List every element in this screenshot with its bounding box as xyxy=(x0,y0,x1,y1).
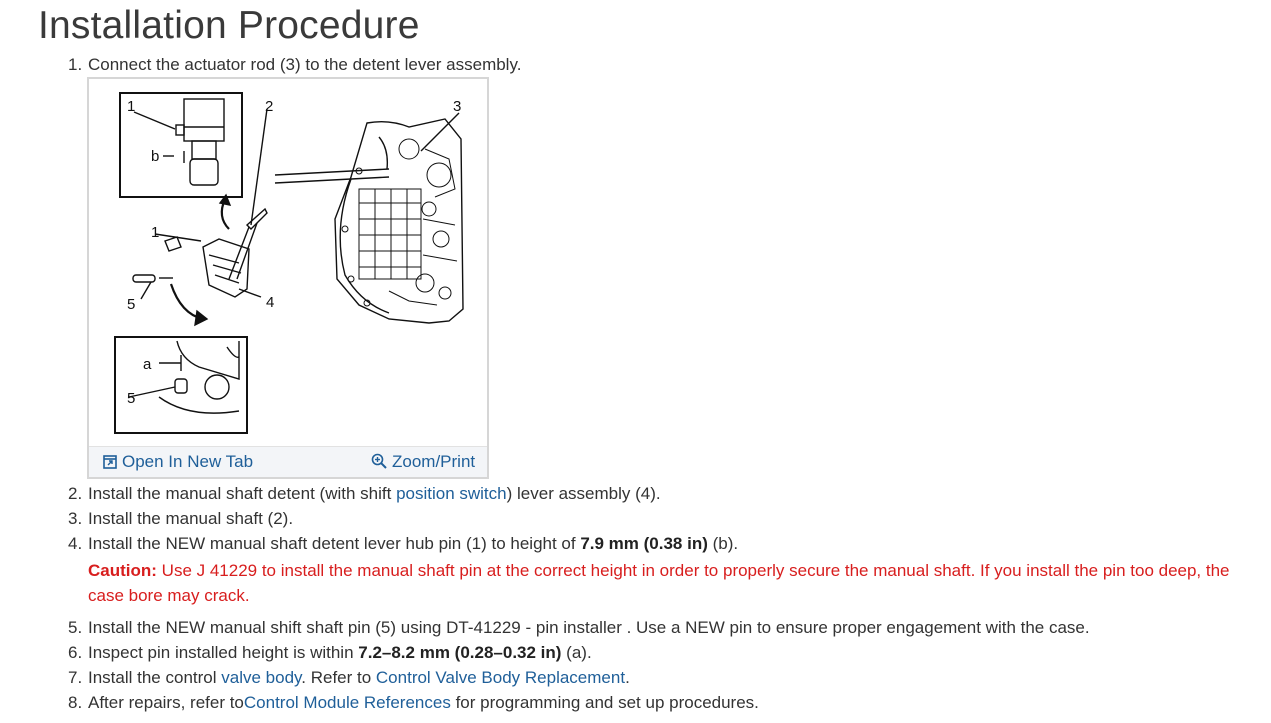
figure-toolbar xyxy=(89,446,487,477)
caution-text: Use J 41229 to install the manual shaft pin at the correct height in order to properly secure the manual shaft. If you install the pin too deep, the case bore may crack. xyxy=(88,561,1230,605)
step-text: Install the manual shaft (2). xyxy=(88,509,294,528)
step-4 xyxy=(68,533,738,555)
step-text: Install the NEW manual shaft detent lever hub pin (1) to height of xyxy=(88,534,581,553)
transmission-diagram xyxy=(89,79,487,447)
step-7 xyxy=(68,667,630,689)
position-switch-link[interactable]: position switch xyxy=(396,484,507,503)
spec-value: 7.9 mm (0.38 in) xyxy=(580,534,708,553)
step-text: After repairs, refer to xyxy=(88,693,244,712)
step-text: (b). xyxy=(707,534,739,553)
callout-b: b xyxy=(151,148,160,165)
step-text: ) lever assembly (4). xyxy=(506,484,661,503)
page-title: Installation Procedure xyxy=(38,4,420,47)
control-valve-body-replacement-link[interactable]: Control Valve Body Replacement xyxy=(375,668,626,687)
spec-value: 7.2–8.2 mm (0.28–0.32 in) xyxy=(358,643,562,662)
step-number: 5. xyxy=(68,618,83,637)
callout-4: 4 xyxy=(266,294,275,311)
step-number: 7. xyxy=(68,668,83,687)
zoom-print-label: Zoom/Print xyxy=(392,452,476,471)
step-text: . Refer to xyxy=(301,668,376,687)
step-number: 6. xyxy=(68,643,83,662)
step-text: for programming and set up procedures. xyxy=(450,693,759,712)
callout-1-top: 1 xyxy=(127,98,136,115)
step-8 xyxy=(68,692,759,714)
step-1 xyxy=(68,54,521,76)
illustration-figure xyxy=(87,77,489,479)
zoom-icon xyxy=(371,453,387,469)
step-number: 1. xyxy=(68,55,83,74)
step-2 xyxy=(68,483,661,505)
step-number: 3. xyxy=(68,509,83,528)
step-text: . xyxy=(625,668,630,687)
step-number: 2. xyxy=(68,484,83,503)
control-module-references-link[interactable]: Control Module References xyxy=(243,693,451,712)
step-number: 4. xyxy=(68,534,83,553)
step-text: Install the control xyxy=(88,668,222,687)
callout-5-bottom: 5 xyxy=(127,390,136,407)
valve-body-link[interactable]: valve body xyxy=(221,668,302,687)
step-6 xyxy=(68,642,592,664)
callout-2: 2 xyxy=(265,98,274,115)
caution-note xyxy=(88,558,1253,608)
open-in-new-tab-label: Open In New Tab xyxy=(122,452,254,471)
zoom-print-link[interactable] xyxy=(371,452,475,472)
step-3 xyxy=(68,508,293,530)
step-text: Install the manual shaft detent (with shift xyxy=(88,484,397,503)
callout-a: a xyxy=(143,356,152,373)
step-number: 8. xyxy=(68,693,83,712)
step-text: Inspect pin installed height is within xyxy=(88,643,359,662)
callout-5-mid: 5 xyxy=(127,296,136,313)
step-text: (a). xyxy=(561,643,592,662)
callout-1-mid: 1 xyxy=(151,224,160,241)
caution-label: Caution: xyxy=(88,561,157,580)
callout-3: 3 xyxy=(453,98,462,115)
step-text: Install the NEW manual shift shaft pin (5) using DT-41229 - pin installer . Use a NEW pin to ensure proper engagement with the case. xyxy=(88,618,1090,637)
open-in-new-tab-link[interactable] xyxy=(103,452,253,472)
step-text: Connect the actuator rod (3) to the detent lever assembly. xyxy=(88,55,522,74)
step-5 xyxy=(68,617,1090,639)
open-tab-icon xyxy=(103,455,117,469)
